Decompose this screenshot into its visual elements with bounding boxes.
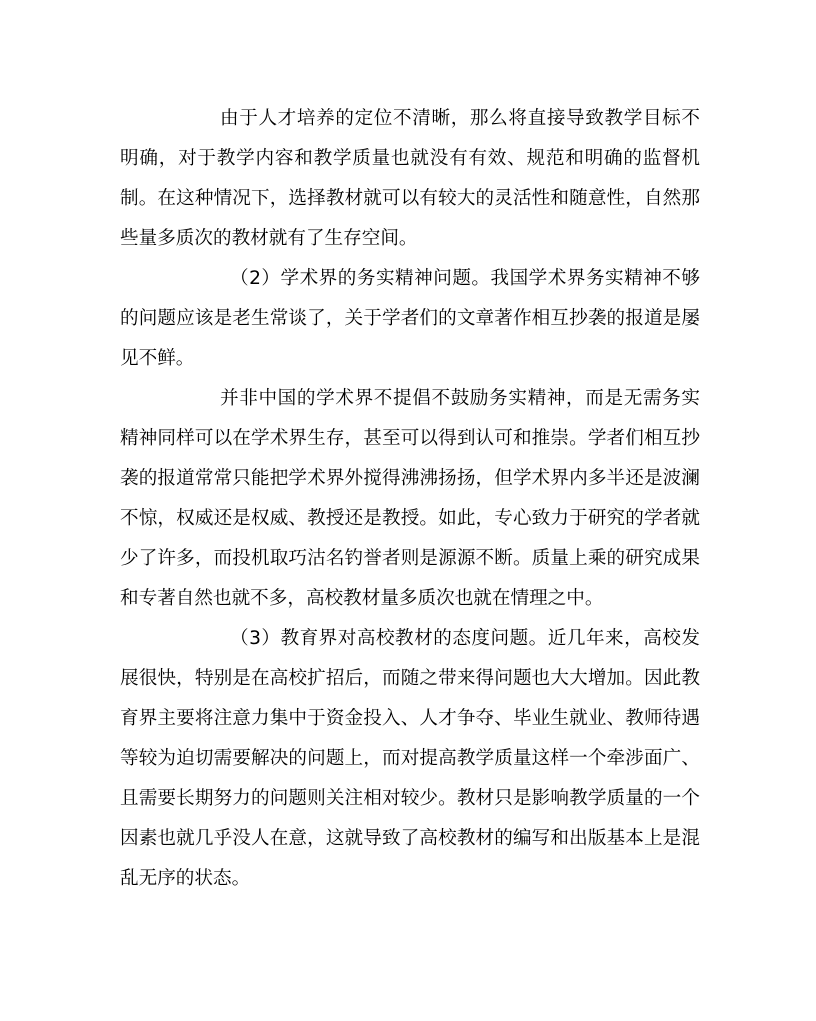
body-text (120, 99, 700, 899)
paragraph-1: 由于人才培养的定位不清晰，那么将直接导致教学目标不明确，对于教学内容和教学质量也就没有有效、规范和明确的监督机制。在这种情况下，选择教材就可以有较大的灵活性和随意性，自然那些量多质次的教材就有了生存空间。 (120, 108, 700, 249)
paragraph-4: （3）教育界对高校教材的态度问题。近几年来，高校发展很快，特别是在高校扩招后，而随之带来得问题也大大增加。因此教育界主要将注意力集中于资金投入、人才争夺、毕业生就业、教师待遇等较为迫切需要解决的问题上，而对提高教学质量这样一个牵涉面广、且需要长期努力的问题则关注相对较少。教材只是影响教学质量的一个因素也就几乎没人在意，这就导致了高校教材的编写和出版基本上是混乱无序的状态。 (120, 628, 700, 889)
paragraph-2: （2）学术界的务实精神问题。我国学术界务实精神不够的问题应该是老生常谈了，关于学者们的文章著作相互抄袭的报道是屡见不鲜。 (120, 268, 700, 369)
paragraph-3: 并非中国的学术界不提倡不鼓励务实精神，而是无需务实精神同样可以在学术界生存，甚至可以得到认可和推崇。学者们相互抄袭的报道常常只能把学术界外搅得沸沸扬扬，但学术界内多半还是波澜不惊，权威还是权威、教授还是教授。如此，专心致力于研究的学者就少了许多，而投机取巧沽名钓誉者则是源源不断。质量上乘的研究成果和专著自然也就不多，高校教材量多质次也就在情理之中。 (120, 388, 700, 609)
